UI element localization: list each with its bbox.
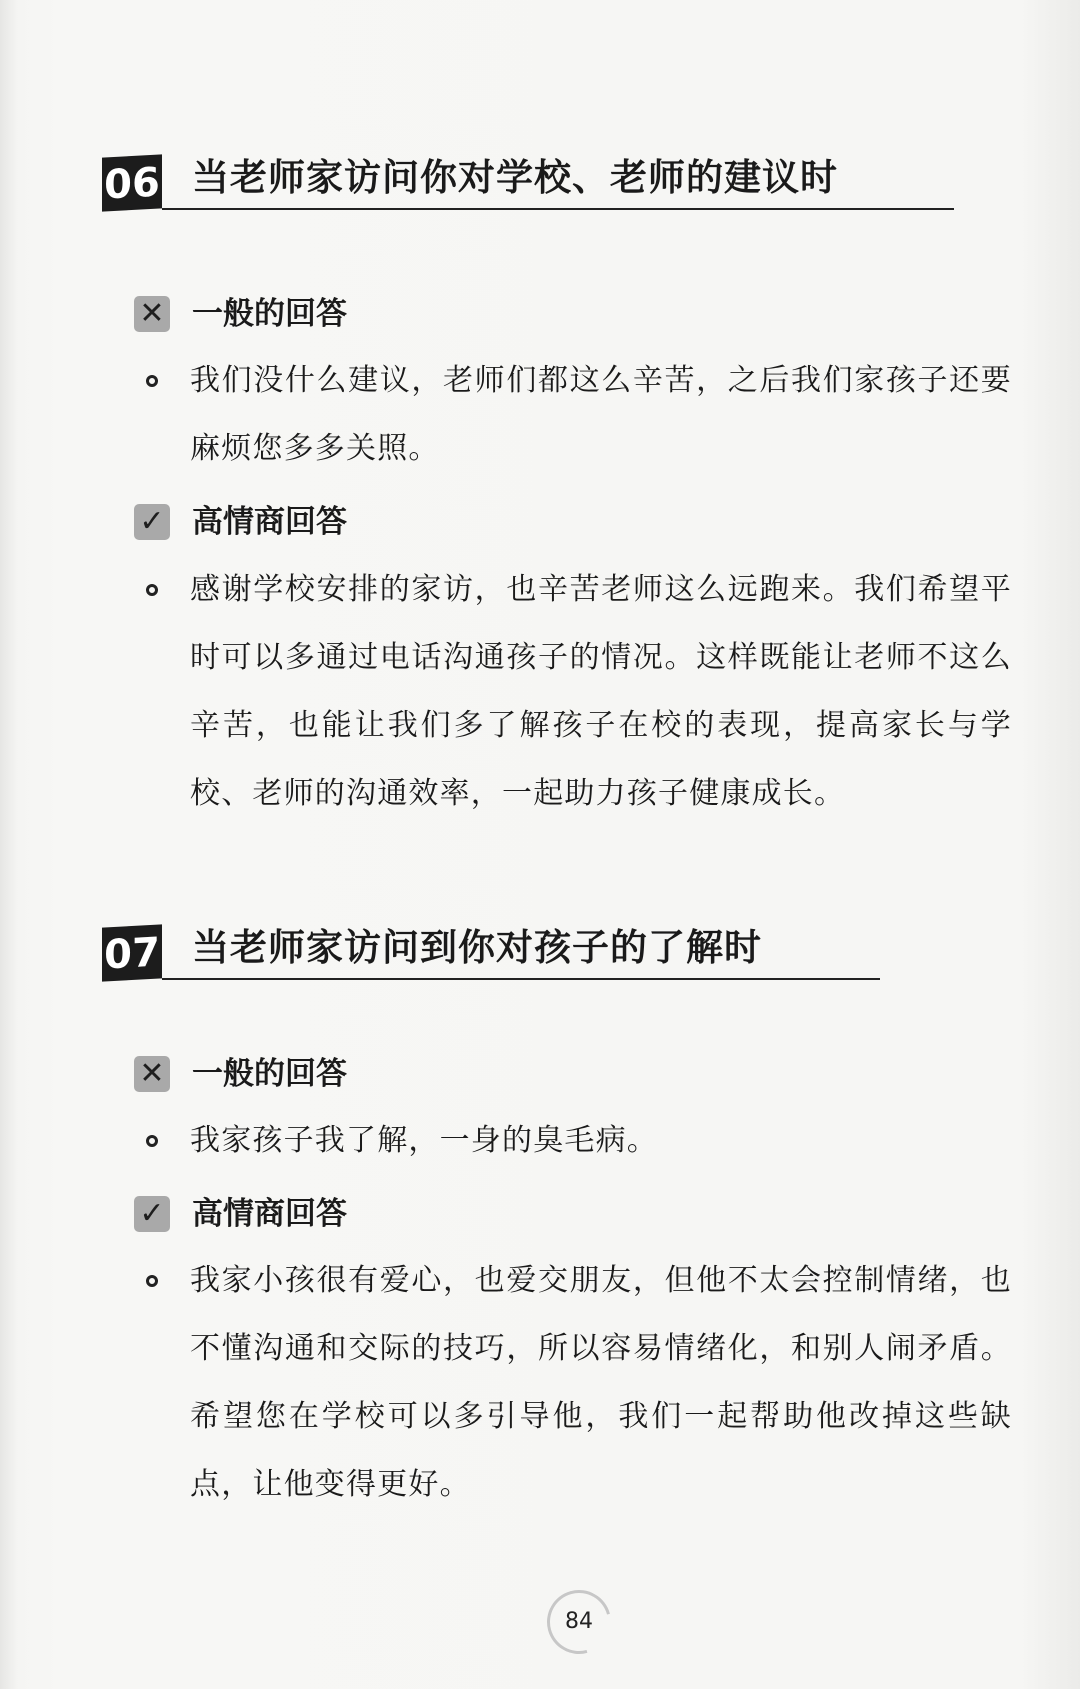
answer-label-high-eq	[134, 1196, 394, 1236]
cross-icon: ✕	[134, 296, 170, 332]
check-icon: ✓	[134, 1196, 170, 1232]
answer-label-normal	[134, 1056, 394, 1096]
answer-label-text: 一般的回答	[192, 296, 347, 332]
page-number: 84	[565, 1609, 593, 1634]
section-number-badge: 07	[102, 924, 162, 981]
bullet-icon	[146, 1275, 158, 1287]
check-icon: ✓	[134, 504, 170, 540]
answer-paragraph: 我家孩子我了解，一身的臭毛病。	[190, 1123, 658, 1158]
cross-icon: ✕	[134, 1056, 170, 1092]
bullet-icon	[146, 584, 158, 596]
title-underline	[162, 978, 880, 980]
bullet-icon	[146, 375, 158, 387]
answer-paragraph: 我家小孩很有爱心，也爱交朋友，但他不太会控制情绪，也不懂沟通和交际的技巧，所以容易情绪化，和别人闹矛盾。希望您在学校可以多引导他，我们一起帮助他改掉这些缺点，让他变得更好。	[190, 1263, 1012, 1502]
answer-paragraph: 我们没什么建议，老师们都这么辛苦，之后我们家孩子还要麻烦您多多关照。	[190, 363, 1012, 466]
section-number-badge: 06	[102, 154, 162, 211]
section-header-07	[102, 920, 802, 984]
bullet-icon	[146, 1135, 158, 1147]
section-title: 当老师家访问到你对孩子的了解时	[192, 926, 762, 969]
answer-label-high-eq	[134, 504, 394, 544]
answer-label-text: 高情商回答	[192, 1196, 347, 1232]
section-header-06	[102, 150, 862, 214]
title-underline	[162, 208, 954, 210]
answer-label-text: 一般的回答	[192, 1056, 347, 1092]
section-title: 当老师家访问你对学校、老师的建议时	[192, 156, 838, 199]
answer-paragraph: 感谢学校安排的家访，也辛苦老师这么远跑来。我们希望平时可以多通过电话沟通孩子的情况。这样既能让老师不这么辛苦，也能让我们多了解孩子在校的表现，提高家长与学校、老师的沟通效率，一起助力孩子健康成长。	[190, 572, 1012, 811]
answer-label-normal	[134, 296, 394, 336]
answer-label-text: 高情商回答	[192, 504, 347, 540]
